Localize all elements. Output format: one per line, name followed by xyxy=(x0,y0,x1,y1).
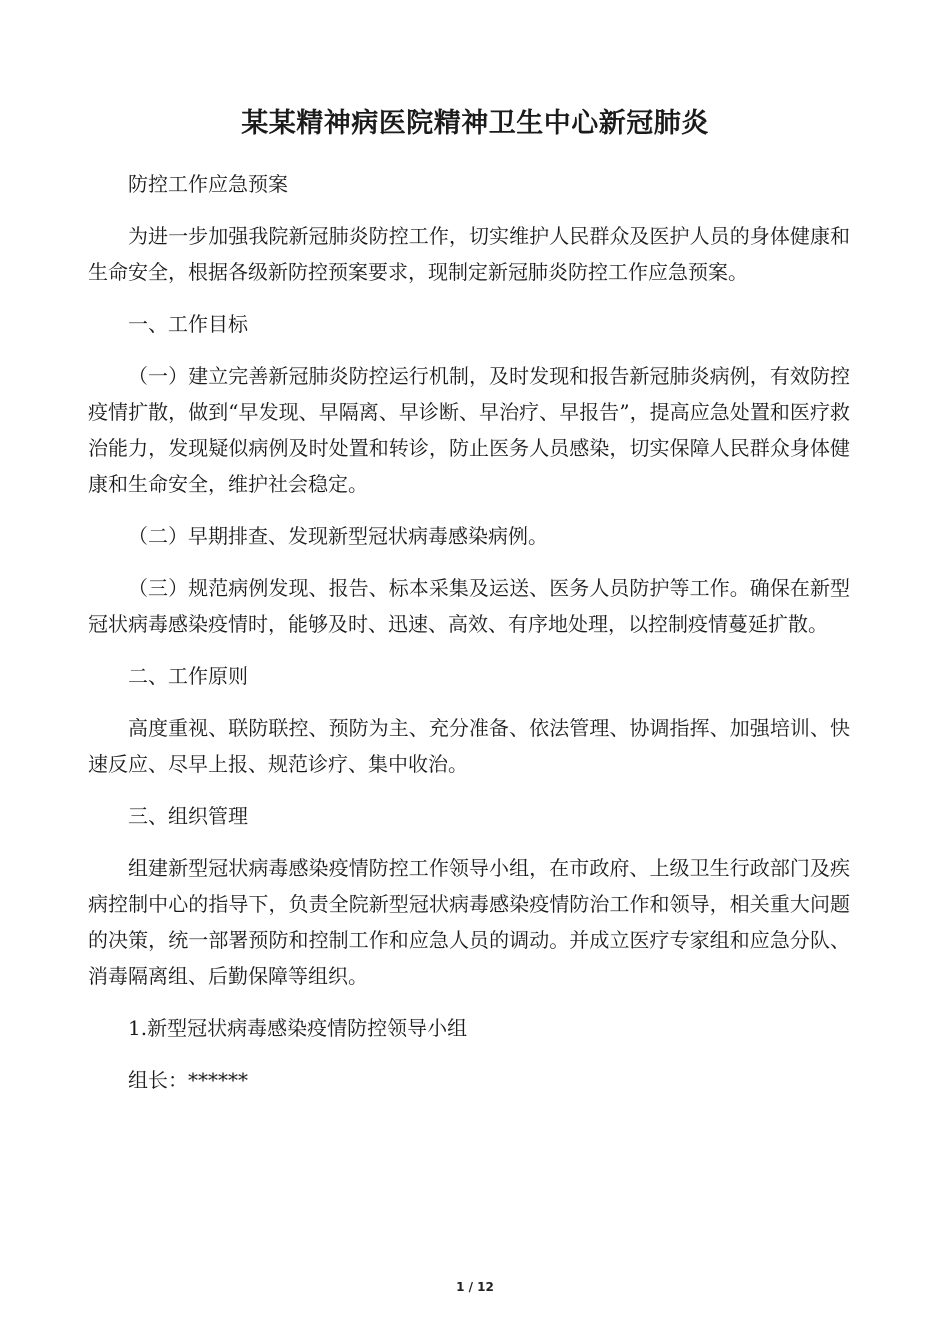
section-heading-organization: 三、组织管理 xyxy=(128,804,248,828)
section-heading-goals: 一、工作目标 xyxy=(128,312,248,336)
group-leader-line: 组长：****** xyxy=(128,1068,248,1092)
page-number: 1 / 12 xyxy=(456,1280,494,1294)
organization-paragraph: 组建新型冠状病毒感染疫情防控工作领导小组，在市政府、上级卫生行政部门及疾病控制中心的指导下，负责全院新型冠状病毒感染疫情防治工作和领导，相关重大问题的决策，统一部署预防和控制工作和应急人员的调动。并成立医疗专家组和应急分队、消毒隔离组、后勤保障等组织。 xyxy=(88,856,850,988)
document-title: 某某精神病医院精神卫生中心新冠肺炎 xyxy=(241,108,709,139)
principles-paragraph: 高度重视、联防联控、预防为主、充分准备、依法管理、协调指挥、加强培训、快速反应、尽早上报、规范诊疗、集中收治。 xyxy=(88,716,850,776)
intro-paragraph: 为进一步加强我院新冠肺炎防控工作，切实维护人民群众及医护人员的身体健康和生命安全，根据各级新防控预案要求，现制定新冠肺炎防控工作应急预案。 xyxy=(88,224,850,284)
section-heading-principles: 二、工作原则 xyxy=(128,664,248,688)
goal-paragraph-1: （一）建立完善新冠肺炎防控运行机制，及时发现和报告新冠肺炎病例，有效防控疫情扩散，做到“早发现、早隔离、早诊断、早治疗、早报告”，提高应急处置和医疗救治能力，发现疑似病例及时处置和转诊，防止医务人员感染，切实保障人民群众身体健康和生命安全，维护社会稳定。 xyxy=(88,364,850,496)
document-body xyxy=(88,166,850,1098)
subsection-heading-leadership-group: 1.新型冠状病毒感染疫情防控领导小组 xyxy=(128,1016,468,1040)
goal-paragraph-2: （二）早期排查、发现新型冠状病毒感染病例。 xyxy=(128,524,548,548)
goal-paragraph-3: （三）规范病例发现、报告、标本采集及运送、医务人员防护等工作。确保在新型冠状病毒感染疫情时，能够及时、迅速、高效、有序地处理，以控制疫情蔓延扩散。 xyxy=(88,576,850,636)
subtitle-paragraph: 防控工作应急预案 xyxy=(128,172,288,196)
